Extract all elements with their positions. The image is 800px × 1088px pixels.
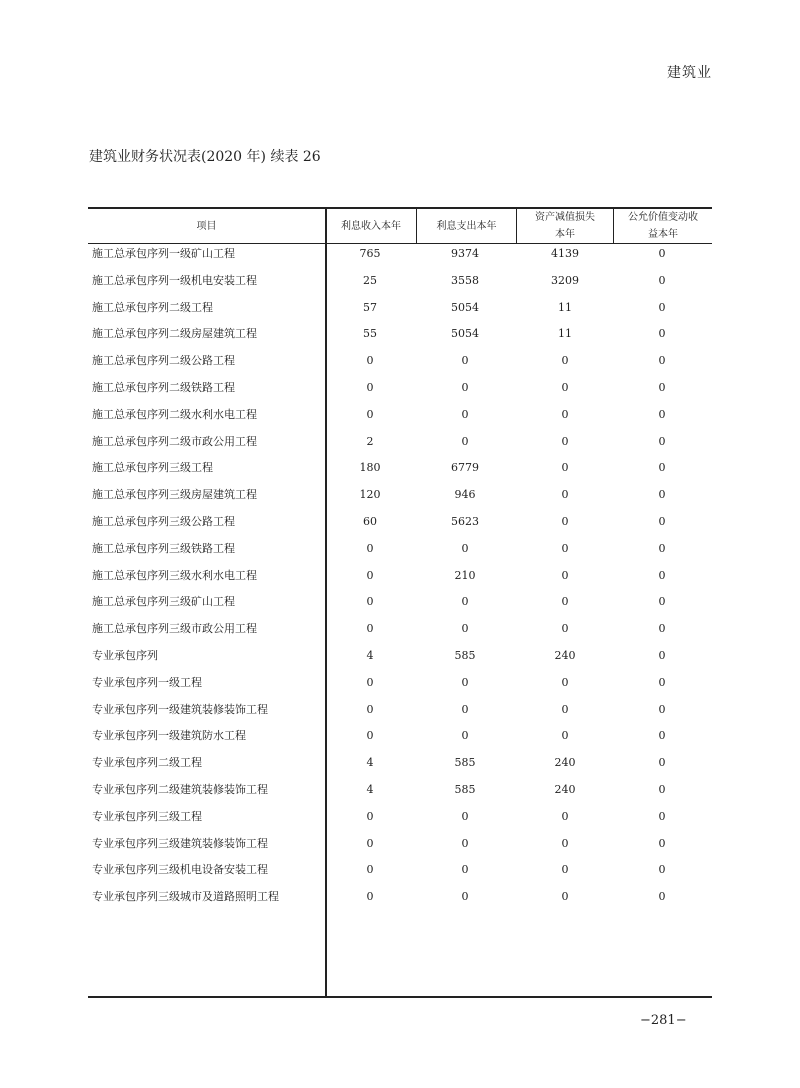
table-row — [88, 592, 712, 612]
row-value: 0 — [561, 461, 569, 475]
row-label: 施工总承包序列一级机电安装工程 — [92, 273, 257, 287]
row-value: 0 — [461, 702, 469, 716]
row-value: 0 — [461, 622, 469, 636]
row-value: 6779 — [451, 461, 479, 475]
row-value: 946 — [454, 488, 476, 502]
row-label: 专业承包序列三级工程 — [92, 809, 202, 823]
row-value: 0 — [461, 890, 469, 904]
row-value: 0 — [561, 407, 569, 421]
header-interest-expense: 利息支出本年 — [436, 220, 497, 232]
row-value: 585 — [454, 756, 476, 770]
row-value: 4 — [366, 649, 374, 662]
row-label: 施工总承包序列三级水利水电工程 — [92, 568, 257, 582]
row-value: 0 — [366, 622, 374, 636]
row-value: 0 — [366, 354, 374, 368]
row-value: 0 — [561, 515, 569, 528]
row-label: 专业承包序列三级城市及道路照明工程 — [92, 890, 279, 904]
row-value: 5054 — [451, 327, 479, 341]
table-row — [88, 887, 712, 907]
row-value: 0 — [461, 809, 469, 823]
table-row — [88, 619, 712, 639]
row-value: 0 — [658, 300, 666, 314]
row-value: 0 — [658, 756, 666, 770]
row-value: 55 — [363, 327, 377, 341]
row-value: 11 — [558, 300, 572, 314]
row-value: 0 — [561, 434, 569, 448]
row-value: 0 — [561, 809, 569, 823]
row-value: 0 — [658, 381, 666, 394]
row-label: 施工总承包序列三级矿山工程 — [92, 595, 235, 609]
row-value: 0 — [658, 649, 666, 662]
row-value: 0 — [658, 247, 666, 260]
table-row — [88, 271, 712, 291]
row-label: 施工总承包序列三级市政公用工程 — [92, 622, 257, 636]
row-value: 0 — [461, 595, 469, 609]
row-value: 0 — [461, 729, 469, 743]
table-row — [88, 378, 712, 398]
row-value: 240 — [554, 756, 576, 770]
row-value: 0 — [366, 863, 374, 877]
row-value: 5623 — [451, 515, 479, 528]
row-label: 专业承包序列一级工程 — [92, 675, 202, 689]
row-value: 240 — [554, 783, 576, 796]
row-value: 765 — [359, 247, 381, 260]
row-value: 0 — [658, 434, 666, 448]
table-row — [88, 753, 712, 773]
row-label: 施工总承包序列二级水利水电工程 — [92, 407, 257, 421]
table-row — [88, 351, 712, 371]
row-value: 0 — [658, 702, 666, 716]
table-row — [88, 324, 712, 344]
row-value: 0 — [561, 541, 569, 555]
row-value: 0 — [658, 836, 666, 850]
row-label: 专业承包序列三级机电设备安装工程 — [92, 863, 268, 877]
row-value: 0 — [561, 568, 569, 582]
row-value: 0 — [366, 407, 374, 421]
table-row — [88, 834, 712, 854]
row-label: 专业承包序列一级建筑装修装饰工程 — [92, 702, 268, 716]
row-value: 0 — [561, 622, 569, 636]
table-row — [88, 458, 712, 478]
row-value: 0 — [658, 541, 666, 555]
row-value: 0 — [561, 702, 569, 716]
row-value: 180 — [359, 461, 381, 475]
table-row — [88, 432, 712, 452]
row-value: 0 — [561, 488, 569, 502]
row-label: 专业承包序列三级建筑装修装饰工程 — [92, 836, 268, 850]
row-label: 施工总承包序列三级铁路工程 — [92, 541, 235, 555]
header-item: 项目 — [196, 220, 217, 232]
table-row — [88, 539, 712, 559]
table-row — [88, 780, 712, 800]
row-value: 0 — [561, 381, 569, 394]
row-value: 0 — [461, 836, 469, 850]
header-line: 益本年 — [648, 229, 678, 240]
row-label: 专业承包序列一级建筑防水工程 — [92, 729, 246, 743]
row-label: 专业承包序列二级建筑装修装饰工程 — [92, 783, 268, 796]
row-value: 11 — [558, 327, 572, 341]
row-value: 0 — [658, 783, 666, 796]
table-row — [88, 807, 712, 827]
row-value: 5054 — [451, 300, 479, 314]
row-value: 0 — [366, 595, 374, 609]
table-row — [88, 405, 712, 425]
header-line: 本年 — [555, 229, 575, 240]
row-value: 4 — [366, 783, 374, 796]
row-value: 0 — [366, 541, 374, 555]
table-row — [88, 485, 712, 505]
row-value: 0 — [658, 461, 666, 475]
table-row — [88, 512, 712, 532]
row-value: 0 — [366, 890, 374, 904]
row-label: 施工总承包序列二级工程 — [92, 300, 213, 314]
table-bottom-rule — [88, 996, 712, 998]
row-value: 0 — [658, 327, 666, 341]
row-value: 0 — [561, 354, 569, 368]
row-label: 施工总承包序列二级市政公用工程 — [92, 434, 257, 448]
row-value: 0 — [461, 407, 469, 421]
header-fair-value-change — [614, 208, 712, 244]
row-label: 施工总承包序列二级公路工程 — [92, 354, 235, 368]
row-value: 0 — [461, 675, 469, 689]
row-value: 0 — [461, 381, 469, 394]
row-value: 0 — [366, 675, 374, 689]
row-label: 施工总承包序列二级房屋建筑工程 — [92, 327, 257, 341]
row-value: 0 — [561, 729, 569, 743]
row-value: 0 — [658, 675, 666, 689]
row-value: 0 — [658, 863, 666, 877]
running-header: 建筑业 — [667, 65, 712, 81]
row-value: 0 — [561, 890, 569, 904]
row-value: 120 — [359, 488, 381, 502]
row-value: 0 — [461, 863, 469, 877]
row-value: 0 — [658, 354, 666, 368]
row-value: 0 — [561, 863, 569, 877]
header-line: 公允价值变动收 — [628, 212, 698, 223]
row-label: 施工总承包序列三级公路工程 — [92, 515, 235, 528]
table-row — [88, 700, 712, 720]
row-label: 专业承包序列 — [92, 649, 158, 662]
header-asset-impairment — [517, 208, 613, 244]
row-value: 0 — [366, 702, 374, 716]
row-value: 4 — [366, 756, 374, 770]
row-value: 210 — [454, 568, 476, 582]
row-value: 585 — [454, 649, 476, 662]
row-value: 0 — [461, 541, 469, 555]
row-value: 0 — [366, 729, 374, 743]
row-label: 施工总承包序列三级房屋建筑工程 — [92, 488, 257, 502]
row-label: 专业承包序列二级工程 — [92, 756, 202, 770]
row-value: 240 — [554, 649, 576, 662]
row-value: 25 — [363, 273, 377, 287]
row-value: 0 — [658, 568, 666, 582]
row-value: 0 — [366, 568, 374, 582]
row-value: 0 — [461, 354, 469, 368]
row-value: 3209 — [551, 273, 579, 287]
row-value: 0 — [658, 273, 666, 287]
row-value: 0 — [658, 515, 666, 528]
row-value: 60 — [363, 515, 377, 528]
row-label: 施工总承包序列二级铁路工程 — [92, 381, 235, 394]
row-value: 57 — [363, 300, 377, 314]
row-value: 0 — [366, 836, 374, 850]
row-value: 0 — [658, 809, 666, 823]
row-label: 施工总承包序列三级工程 — [92, 461, 213, 475]
row-value: 0 — [658, 407, 666, 421]
row-value: 0 — [561, 836, 569, 850]
table-title: 建筑业财务状况表(2020 年) 续表 26 — [89, 149, 321, 165]
row-value: 0 — [658, 488, 666, 502]
table-row — [88, 673, 712, 693]
header-line: 资产减值损失 — [535, 212, 595, 223]
row-value: 0 — [658, 622, 666, 636]
table-row — [88, 646, 712, 666]
row-value: 0 — [366, 381, 374, 394]
row-label: 施工总承包序列一级矿山工程 — [92, 247, 235, 260]
row-value: 0 — [461, 434, 469, 448]
row-value: 2 — [366, 434, 374, 448]
row-value: 0 — [658, 595, 666, 609]
header-interest-income: 利息收入本年 — [341, 220, 401, 232]
row-value: 3558 — [451, 273, 479, 287]
row-value: 585 — [454, 783, 476, 796]
table-row — [88, 566, 712, 586]
table-row — [88, 244, 712, 264]
row-value: 0 — [561, 595, 569, 609]
row-value: 9374 — [451, 247, 479, 260]
row-value: 0 — [561, 675, 569, 689]
row-value: 0 — [658, 729, 666, 743]
row-value: 0 — [658, 890, 666, 904]
table-row — [88, 860, 712, 880]
page-number: −281− — [640, 1013, 687, 1028]
row-value: 4139 — [551, 247, 579, 260]
table-row — [88, 298, 712, 318]
table-row — [88, 726, 712, 746]
row-value: 0 — [366, 809, 374, 823]
